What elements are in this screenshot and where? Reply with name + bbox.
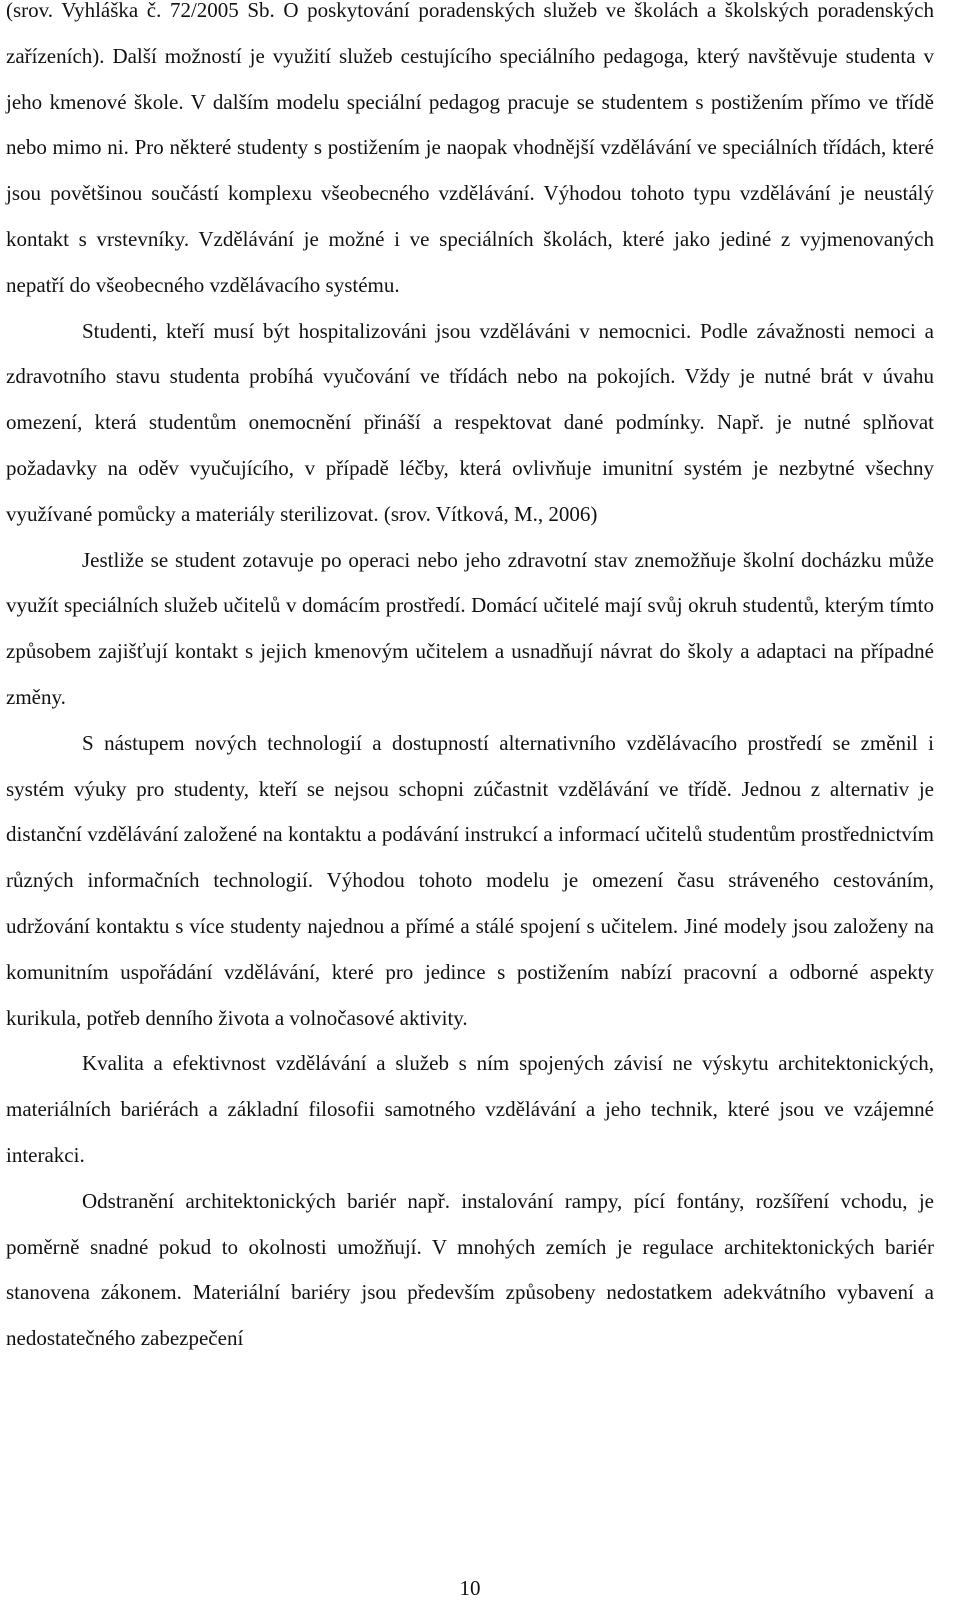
document-page xyxy=(6,0,934,1610)
paragraph-5: Kvalita a efektivnost vzdělávání a služeb s ním spojených závisí ne výskytu architektonických, materiálních bariérách a základní filosofii samotného vzdělávání a jeho technik, které jsou ve vzájemné interakci. xyxy=(6,1051,934,1167)
paragraph-4: S nástupem nových technologií a dostupností alternativního vzdělávacího prostředí se změnil i systém výuky pro studenty, kteří se nejsou schopni zúčastnit vzdělávání ve třídě. Jednou z alternativ je distanční vzdělávání založené na kontaktu a podávání instrukcí a informací učitelů studentům prostřednictvím různých informačních technologií. Výhodou tohoto modelu je omezení času stráveného cestováním, udržování kontaktu s více studenty najednou a přímé a stálé spojení s učitelem. Jiné modely jsou založeny na komunitním uspořádání vzdělávání, které pro jedince s postižením nabízí pracovní a odborné aspekty kurikula, potřeb denního života a volnočasové aktivity. xyxy=(6,730,934,1030)
paragraph-6: Odstranění architektonických bariér např. instalování rampy, pící fontány, rozšíření vchodu, je poměrně snadné pokud to okolnosti umožňují. V mnohých zemích je regulace architektonických bariér stanovena zákonem. Materiální bariéry jsou především způsobeny nedostatkem adekvátního vybavení a nedostatečného zabezpečení xyxy=(6,1188,934,1351)
page-number: 10 xyxy=(459,1576,481,1600)
paragraph-2: Studenti, kteří musí být hospitalizováni jsou vzděláváni v nemocnici. Podle závažnosti nemoci a zdravotního stavu studenta probíhá vyučování ve třídách nebo na pokojích. Vždy je nutné brát v úvahu omezení, která studentům onemocnění přináší a respektovat dané podmínky. Např. je nutné splňovat požadavky na oděv vyučujícího, v případě léčby, která ovlivňuje imunitní systém je nezbytné všechny využívané pomůcky a materiály sterilizovat. (srov. Vítková, M., 2006) xyxy=(6,318,934,526)
paragraph-3: Jestliže se student zotavuje po operaci nebo jeho zdravotní stav znemožňuje školní docházku může využít speciálních služeb učitelů v domácím prostředí. Domácí učitelé mají svůj okruh studentů, kterým tímto způsobem zajišťují kontakt s jejich kmenovým učitelem a usnadňují návrat do školy a adaptaci na případné změny. xyxy=(6,547,934,709)
paragraph-1: (srov. Vyhláška č. 72/2005 Sb. O poskytování poradenských služeb ve školách a školských poradenských zařízeních). Další možností je využití služeb cestujícího speciálního pedagoga, který navštěvuje studenta v jeho kmenové škole. V dalším modelu speciální pedagog pracuje se studentem s postižením přímo ve třídě nebo mimo ni. Pro některé studenty s postižením je naopak vhodnější vzdělávání ve speciálních třídách, které jsou povětšinou součástí komplexu všeobecného vzdělávání. Výhodou tohoto typu vzdělávání je neustálý kontakt s vrstevníky. Vzdělávání je možné i ve speciálních školách, které jako jediné z vyjmenovaných nepatří do všeobecného vzdělávacího systému. xyxy=(6,0,934,297)
